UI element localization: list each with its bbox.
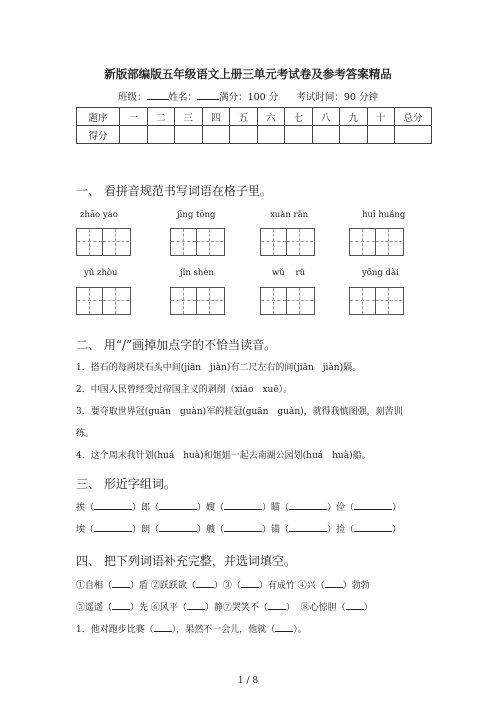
exam-time: 考试时间：90 分钟 <box>296 92 378 103</box>
score-row-label: 得分 <box>77 126 120 144</box>
writing-grid[interactable] <box>349 228 404 256</box>
idiom-line <box>76 578 370 591</box>
full-score: 满分：100 分 <box>219 92 279 103</box>
idiom-text: ）静⑦哭笑不（ <box>204 603 268 613</box>
answer-blank[interactable] <box>187 600 205 610</box>
answer-blank[interactable] <box>289 522 327 532</box>
idiom-text: ） ⑧心惊胆（ <box>285 603 346 613</box>
question-line: 1．搭石的每两块石头中间(jiān jiàn)有二尺左右的间(jiān jiàn)隔。 <box>76 363 362 373</box>
writing-grid[interactable] <box>76 287 131 315</box>
char-prompt: ） <box>392 503 402 513</box>
score-header-row <box>77 108 432 126</box>
char-prompt: 挨（ <box>76 503 95 513</box>
score-row <box>77 126 432 144</box>
answer-blank[interactable] <box>346 600 364 610</box>
question-line: 4．这个周末我计划(huá huà)和姐姐一起去南湖公园划(huá huà)船。 <box>76 451 371 461</box>
answer-blank[interactable] <box>224 500 262 510</box>
idiom-text: ）有成竹 ④兴（ <box>258 581 325 591</box>
answer-blank[interactable] <box>159 500 197 510</box>
answer-blank[interactable] <box>289 500 327 510</box>
fill-sentence <box>76 622 307 635</box>
idiom-text: ）勃勃 <box>342 581 370 591</box>
page-title: 新版部编版五年级语文上册三单元考试卷及参考答案精品 <box>104 67 392 81</box>
score-header-cell: 题序 <box>77 108 120 126</box>
section2-heading: 二、 用“/”画掉加点字的不恰当读音。 <box>76 338 277 352</box>
pinyin-2: jīng tōng <box>177 210 216 220</box>
writing-grid[interactable] <box>349 287 404 315</box>
answer-blank[interactable] <box>154 622 172 632</box>
name-field[interactable] <box>197 90 219 100</box>
pinyin-6: jǐn shèn <box>180 268 214 278</box>
pinyin-4: huī huáng <box>362 210 406 220</box>
question-line: 3．要夺取世界冠(guān guàn)军的桂冠(guān guàn)，就得我慎图强，刻苦训 <box>76 407 403 417</box>
idiom-text: ⑤遥遥（ <box>76 603 113 613</box>
answer-blank[interactable] <box>325 578 343 588</box>
score-cell[interactable] <box>257 126 285 144</box>
writing-grid[interactable] <box>76 228 131 256</box>
score-header-cell: 总分 <box>395 108 432 126</box>
answer-blank[interactable] <box>241 578 259 588</box>
question-line: 练。 <box>76 429 95 439</box>
score-cell[interactable] <box>285 126 313 144</box>
char-prompt: 埃（ <box>76 525 95 535</box>
answer-blank[interactable] <box>112 578 130 588</box>
score-cell[interactable] <box>230 126 258 144</box>
answer-blank[interactable] <box>94 522 132 532</box>
char-prompt: ）艘（ <box>197 525 225 535</box>
sentence-text: ），果然不一会儿，他就（ <box>171 625 276 635</box>
class-field[interactable] <box>147 90 169 100</box>
writing-grid[interactable] <box>170 228 225 256</box>
score-header-cell: 六 <box>257 108 285 126</box>
answer-blank[interactable] <box>275 622 293 632</box>
section3-heading: 三、 形近字组词。 <box>76 477 176 491</box>
idiom-text: ①自相（ <box>76 581 113 591</box>
idiom-line <box>76 600 373 613</box>
score-cell[interactable] <box>312 126 340 144</box>
sentence-text: ）。 <box>293 625 307 635</box>
sentence-text: 1．他对跑步比赛（ <box>76 625 154 635</box>
class-label: 班级： <box>118 92 147 103</box>
score-header-cell: 四 <box>202 108 230 126</box>
writing-grid[interactable] <box>260 287 315 315</box>
score-cell[interactable] <box>340 126 368 144</box>
page-number: 1 / 8 <box>237 676 259 686</box>
score-header-cell: 一 <box>120 108 148 126</box>
answer-blank[interactable] <box>268 600 286 610</box>
char-prompt: ）捡（ <box>327 525 355 535</box>
score-cell[interactable] <box>147 126 175 144</box>
answer-blank[interactable] <box>159 522 197 532</box>
exam-info <box>0 89 496 103</box>
char-prompt: ）郎（ <box>132 503 160 513</box>
answer-blank[interactable] <box>112 600 130 610</box>
score-cell[interactable] <box>395 126 432 144</box>
name-label: 姓名： <box>168 92 198 103</box>
pinyin-5: yǔ zhòu <box>84 268 118 278</box>
idiom-text: ）③（ <box>213 581 241 591</box>
score-header-cell: 五 <box>230 108 258 126</box>
idiom-text: ）先 ⑥风平（ <box>130 603 187 613</box>
score-header-cell: 九 <box>340 108 368 126</box>
score-cell[interactable] <box>120 126 148 144</box>
char-prompt: ）俭（ <box>327 503 355 513</box>
score-header-cell: 三 <box>175 108 203 126</box>
answer-blank[interactable] <box>196 578 214 588</box>
word-row <box>76 500 401 513</box>
pinyin-8: yōng dài <box>362 268 399 278</box>
score-header-cell: 七 <box>285 108 313 126</box>
idiom-text: ） <box>363 603 373 613</box>
answer-blank[interactable] <box>94 500 132 510</box>
pinyin-1: zhāo yáo <box>80 210 118 220</box>
score-cell[interactable] <box>202 126 230 144</box>
score-table <box>76 107 432 144</box>
score-header-cell: 二 <box>147 108 175 126</box>
score-header-cell: 八 <box>312 108 340 126</box>
answer-blank[interactable] <box>354 500 392 510</box>
score-header-cell: 十 <box>367 108 395 126</box>
score-cell[interactable] <box>175 126 203 144</box>
writing-grid[interactable] <box>260 228 315 256</box>
section4-heading: 四、 把下列词语补充完整，并选词填空。 <box>76 554 296 568</box>
pinyin-7: wǔ rǔ <box>272 268 306 278</box>
question-line: 2．中国人民曾经受过帝国主义的剥削（xiāo xuē）。 <box>76 385 293 395</box>
char-prompt: ） <box>392 525 402 535</box>
writing-grid[interactable] <box>170 287 225 315</box>
score-cell[interactable] <box>367 126 395 144</box>
word-row <box>76 522 401 535</box>
pinyin-3: xuàn rǎn <box>270 210 309 220</box>
char-prompt: ）锚（ <box>262 525 290 535</box>
char-prompt: ）朗（ <box>132 525 160 535</box>
char-prompt: ）嫂（ <box>197 503 225 513</box>
idiom-text: ）盾 ②跃跃欲（ <box>130 581 196 591</box>
answer-blank[interactable] <box>224 522 262 532</box>
char-prompt: ）瞄（ <box>262 503 290 513</box>
answer-blank[interactable] <box>354 522 392 532</box>
section1-heading: 一、 看拼音规范书写词语在格子里。 <box>76 184 272 198</box>
